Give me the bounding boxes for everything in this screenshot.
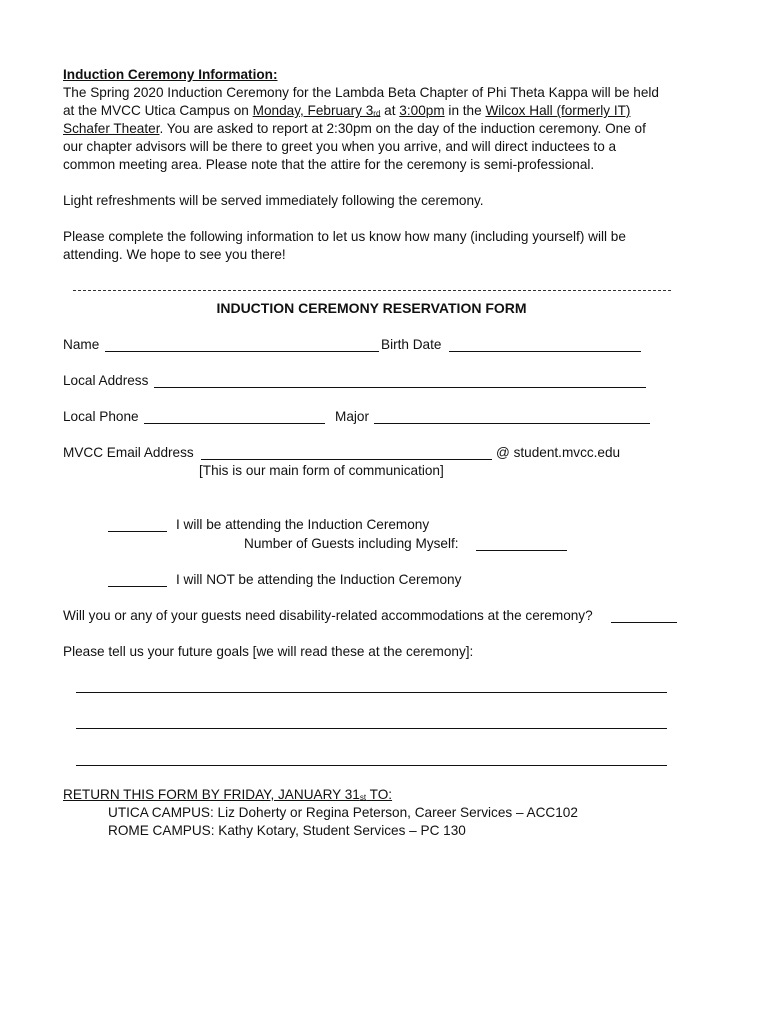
info-text: at xyxy=(380,103,400,118)
email-field[interactable] xyxy=(201,459,492,460)
ceremony-venue: Wilcox Hall (formerly IT) xyxy=(485,103,631,118)
ordinal-suffix: st xyxy=(359,793,367,802)
goals-line-1[interactable] xyxy=(76,692,667,693)
info-heading: Induction Ceremony Information: xyxy=(63,67,278,82)
major-label: Major xyxy=(335,409,369,424)
goals-label: Please tell us your future goals [we will read these at the ceremony]: xyxy=(63,644,474,659)
ceremony-theater: Schafer Theater xyxy=(63,121,160,136)
ordinal-suffix: rd xyxy=(373,109,381,118)
birth-date-label: Birth Date xyxy=(381,337,442,352)
info-line-5: common meeting area. Please note that the attire for the ceremony is semi-professional. xyxy=(63,157,595,172)
local-address-label: Local Address xyxy=(63,373,149,388)
guests-label: Number of Guests including Myself: xyxy=(244,536,459,551)
info-line-1: The Spring 2020 Induction Ceremony for the Lambda Beta Chapter of Phi Theta Kappa will be held xyxy=(63,85,659,100)
name-field[interactable] xyxy=(105,351,379,352)
info-line-2 xyxy=(63,103,630,118)
goals-line-2[interactable] xyxy=(76,728,667,729)
form-title: INDUCTION CEREMONY RESERVATION FORM xyxy=(216,300,527,316)
attending-label: I will be attending the Induction Ceremony xyxy=(176,517,430,532)
ceremony-date xyxy=(253,103,381,118)
accommodations-label: Will you or any of your guests need disability-related accommodations at the ceremony? xyxy=(63,608,593,623)
info-text: in the xyxy=(444,103,486,118)
return-heading-text: RETURN THIS FORM BY FRIDAY, JANUARY 31 xyxy=(63,787,360,802)
accommodations-field[interactable] xyxy=(611,622,677,623)
info-line-3 xyxy=(63,121,646,136)
guests-count-field[interactable] xyxy=(476,550,567,551)
complete-line-1: Please complete the following information to let us know how many (including yourself) will be xyxy=(63,229,626,244)
name-label: Name xyxy=(63,337,100,352)
attending-checkbox-blank[interactable] xyxy=(108,531,167,532)
not-attending-label: I will NOT be attending the Induction Ceremony xyxy=(176,572,462,587)
complete-line-2: attending. We hope to see you there! xyxy=(63,247,286,262)
return-heading xyxy=(63,787,392,802)
info-text: . You are asked to report at 2:30pm on the day of the induction ceremony. One of xyxy=(159,121,646,136)
local-phone-field[interactable] xyxy=(144,423,325,424)
goals-line-3[interactable] xyxy=(76,765,667,766)
refreshments-note: Light refreshments will be served immediately following the ceremony. xyxy=(63,193,484,208)
info-line-4: our chapter advisors will be there to greet you when you arrive, and will direct inductees to a xyxy=(63,139,617,154)
cut-line xyxy=(73,290,671,291)
return-heading-text: TO: xyxy=(366,787,393,802)
ceremony-date-text: Monday, February 3 xyxy=(252,103,374,118)
ceremony-time: 3:00pm xyxy=(399,103,445,118)
info-text: at the MVCC Utica Campus on xyxy=(63,103,253,118)
local-address-field[interactable] xyxy=(154,387,646,388)
email-domain: @ student.mvcc.edu xyxy=(496,445,621,460)
rome-campus-contact: ROME CAMPUS: Kathy Kotary, Student Services – PC 130 xyxy=(108,823,466,838)
email-label: MVCC Email Address xyxy=(63,445,194,460)
email-note: [This is our main form of communication] xyxy=(199,463,444,478)
major-field[interactable] xyxy=(374,423,650,424)
local-phone-label: Local Phone xyxy=(63,409,139,424)
utica-campus-contact: UTICA CAMPUS: Liz Doherty or Regina Peterson, Career Services – ACC102 xyxy=(108,805,578,820)
not-attending-checkbox-blank[interactable] xyxy=(108,586,167,587)
birth-date-field[interactable] xyxy=(449,351,641,352)
